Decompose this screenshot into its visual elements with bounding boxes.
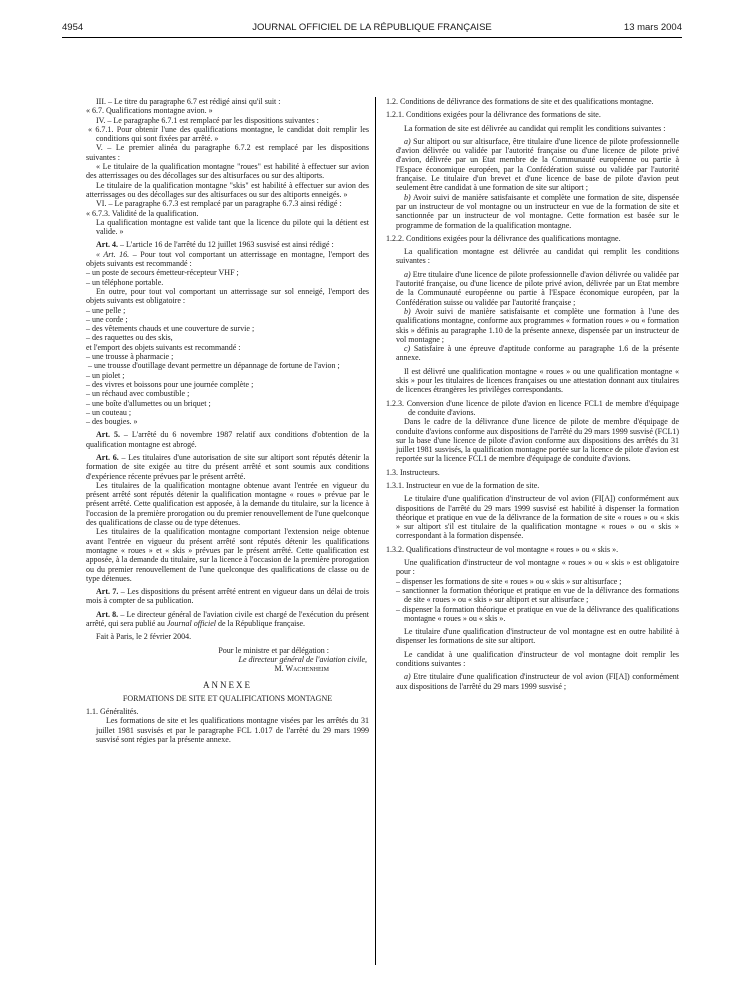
item-text: Sur altiport ou sur altisurface, être titulaire d'une licence de pilote professionnelle d'avion délivrée ou validée par l'autorité française ou d'une licence de pilote privé d'avion, délivrée par un Etat membre de la Communauté européenne ou partie à l'Espace économique européen, par la Confédération suisse ou validée par l'autorité française. Le titulaire d'un brevet et d'une licence de base de pilote d'avion peut seulement être candidat à une formation de site sur altiport ; <box>396 136 679 193</box>
article-8 <box>86 610 369 629</box>
paragraph: La formation de site est délivrée au candidat qui remplit les conditions suivantes : <box>404 123 666 133</box>
article-label: Art. 5. <box>96 430 120 440</box>
section-heading: 1.2. Conditions de délivrance des formations de site et des qualifications montagne. <box>386 97 654 106</box>
page-number: 4954 <box>62 22 84 33</box>
list-item: – un réchaud avec combustible ; <box>86 389 190 399</box>
article-label: Art. 8. <box>96 609 119 619</box>
paragraph: En outre, pour tout vol comportant un atterrissage sur sol enneigé, l'emport des objets suivants est obligatoire : <box>86 286 369 306</box>
column-divider <box>375 97 376 965</box>
publication-date: 13 mars 2004 <box>623 22 682 33</box>
section-heading: 1.1. Généralités. <box>86 707 139 717</box>
list-item <box>386 270 679 307</box>
item-label: a) <box>404 269 411 279</box>
item-text: Etre titulaire d'une qualification d'instructeur de vol avion (FI[A]) conformément aux dispositions de l'arrêté du 29 mars 1999 susvisé ; <box>396 672 679 691</box>
list-item: – des vivres et boissons pour une journée complète ; <box>86 379 254 389</box>
article-4 <box>86 240 369 249</box>
article-16 <box>86 250 369 269</box>
list-item: – une trousse d'outillage devant permettre un dépannage de fortune de l'avion ; <box>88 361 340 371</box>
signature-line: Pour le ministre et par délégation : <box>218 645 329 655</box>
place-date: Fait à Paris, le 2 février 2004. <box>96 632 192 642</box>
list-item: – une trousse à pharmacie ; <box>86 352 174 362</box>
paragraph: Les formations de site et les qualifications montagne visées par les arrêtés du 31 juillet 1981 susvisés et par le paragraphe FCL 1.017 de l'arrêté du 29 mars 1999 susvisé sont régies par la présente annexe. <box>96 716 369 744</box>
article-label: Art. 4. <box>96 240 118 250</box>
item-label: a) <box>404 136 411 146</box>
list-item <box>386 307 679 344</box>
section-heading: 1.2.1. Conditions exigées pour la délivrance des formations de site. <box>386 110 601 120</box>
paragraph: VI. – Le paragraphe 6.7.3 est remplacé par un paragraphe 6.7.3 ainsi rédigé : <box>96 199 342 209</box>
list-item: – des vêtements chauds et une couverture de survie ; <box>86 324 255 334</box>
list-item: – des bougies. » <box>86 417 138 427</box>
item-label: b) <box>404 192 411 202</box>
header-rule <box>62 37 682 38</box>
article-label: « Art. 16. <box>96 249 130 259</box>
list-item: – dispenser les formations de site « roues » ou « skis » sur altisurface ; <box>396 576 622 586</box>
item-text: Avoir suivi de manière satisfaisante et complète une formation à l'une des qualifications montagne, conforme aux programmes « formation roues » ou « formation skis » définis au paragraphe 1.10 de la présente annexe, dispensée par un instructeur de vol montagne ; <box>396 306 679 344</box>
journal-name: Journal officiel <box>166 619 216 629</box>
paragraph: Le titulaire d'une qualification d'instructeur de vol avion (FI[A]) conformément aux dispositions de l'arrêté du 29 mars 1999 susvisé est habilité à dispenser la formation théorique et pratique en vue de la délivrance de la formation de site « roues » ou « skis » sur altiport s'il est titulaire de la qualification montagne « roues » ou « skis » correspondant à la formation dispensée. <box>396 494 679 541</box>
article-6 <box>86 453 369 481</box>
item-label: b) <box>404 306 411 316</box>
paragraph: Les titulaires de la qualification montagne comportant l'extension neige obtenue avant l'entrée en vigueur du présent arrêté sont réputés détenir les qualifications montagne « roues » et « skis » prévues par le présent arrêté. Cette qualification est apposée, à la demande du titulaire, sur la licence à l'occasion de la première prorogation ou du premier renouvellement de l'une quelconque des qualifications de classe ou de type détenues. <box>86 527 369 583</box>
article-text: – Le directeur général de l'aviation civile est chargé de l'exécution du présent arrêté, qui sera publié au <box>86 609 369 629</box>
article-7 <box>86 587 369 606</box>
paragraph: Les titulaires de la qualification montagne obtenue avant l'entrée en vigueur du présent arrêté sont réputés détenir la qualification montagne « roues » prévue par le présent arrêté. Cette qualification est apposée, à la demande du titulaire, sur la licence à l'occasion de la première prorogation ou du premier renouvellement de l'une quelconque des qualifications de classe ou de type détenues. <box>86 480 369 528</box>
list-item <box>386 344 679 363</box>
paragraph: Le titulaire de la qualification montagne "skis" est habilité à effectuer sur avion des atterrissages ou des décollages sur des altisurfaces ou sur des altiports enneigés. » <box>86 180 369 199</box>
list-item: – une corde ; <box>86 314 128 324</box>
list-item <box>386 193 679 230</box>
article-5 <box>86 430 369 449</box>
signature-name: M. Wachenheim <box>274 664 329 674</box>
list-item: – dispenser la formation théorique et pratique en vue de la délivrance des qualifications montagne « roues » ou « skis ». <box>396 604 679 623</box>
paragraph: Une qualification d'instructeur de vol montagne « roues » ou « skis » est obligatoire pour : <box>396 558 679 577</box>
article-text: – L'article 16 de l'arrêté du 12 juillet 1963 susvisé est ainsi rédigé : <box>118 240 334 250</box>
paragraph: III. – Le titre du paragraphe 6.7 est rédigé ainsi qu'il suit : <box>96 97 281 106</box>
section-heading: 1.3.2. Qualifications d'instructeur de vol montagne « roues » ou « skis ». <box>386 544 619 554</box>
item-label: a) <box>404 672 411 682</box>
section-heading: 1.3. Instructeurs. <box>386 467 440 477</box>
article-label: Art. 7. <box>96 587 119 597</box>
paragraph: Le titulaire d'une qualification d'instructeur de vol montagne est en outre habilité à dispenser les formations de site sur altiport. <box>396 627 679 646</box>
article-text: de la République française. <box>215 619 306 629</box>
signature-title: Le directeur général de l'aviation civile, <box>238 654 367 664</box>
article-text: – Pour tout vol comportant un atterrissage en montagne, l'emport des objets suivants est recommandé : <box>86 249 369 269</box>
paragraph: V. – Le premier alinéa du paragraphe 6.7.2 est remplacé par les dispositions suivantes : <box>86 143 369 162</box>
paragraph: Le candidat à une qualification d'instructeur de vol montagne doit remplir les conditions suivantes : <box>396 649 679 669</box>
left-column <box>86 97 369 744</box>
section-heading: 1.3.1. Instructeur en vue de la formation de site. <box>386 480 540 490</box>
annex-title: FORMATIONS DE SITE ET QUALIFICATIONS MONTAGNE <box>122 693 333 703</box>
item-label: c) <box>404 344 411 354</box>
paragraph: « 6.7.3. Validité de la qualification. <box>86 208 199 218</box>
list-item: – un piolet ; <box>86 370 125 380</box>
list-item: – un poste de secours émetteur-récepteur VHF ; <box>86 268 239 278</box>
paragraph: « 6.7.1. Pour obtenir l'une des qualifications montagne, le candidat doit remplir les conditions qui sont fixées par arrêté. » <box>88 124 369 144</box>
list-item: – une pelle ; <box>86 305 126 315</box>
article-text: – Les dispositions du présent arrêté entrent en vigueur dans un délai de trois mois à compter de sa publication. <box>86 587 369 606</box>
article-text: – L'arrêté du 6 novembre 1987 relatif aux conditions d'obtention de la qualification montagne est abrogé. <box>86 430 370 449</box>
list-item <box>386 672 679 691</box>
paragraph: Dans le cadre de la délivrance d'une licence de pilote de membre d'équipage de conduite d'avions conforme aux dispositions de l'arrêté du 29 mars 1999 susvisé (FCL1) sur la base d'une licence de pilote d'avion conforme aux dispositions des arrêtés du 31 juillet 1981 susvisés, la qualification montagne portée sur la licence de pilote d'avion est reportée sur la licence FCL1 de membre d'équipage de conduite d'avions. <box>396 417 679 464</box>
paragraph: « 6.7. Qualifications montagne avion. » <box>86 106 213 116</box>
item-text: Etre titulaire d'une licence de pilote professionnelle d'avion délivrée ou validée par l'autorité française, ou d'une licence de pilote privé avion, délivrée par un Etat membre de la Communauté européenne ou partie à l'Espace économique européen, par la Confédération suisse ou validée par l'autorité française ; <box>396 269 679 307</box>
item-text: Avoir suivi de manière satisfaisante et complète une formation de site, dispensée par un instructeur de vol montagne ou un instructeur en vue de la formation de site et sanctionnée par un instructeur de vol montagne. Cette formation est basée sur le programme de formation de la qualification montagne. <box>396 192 679 230</box>
paragraph: « Le titulaire de la qualification montagne "roues" est habilité à effectuer sur avion des atterrissages ou des décollages sur des altisurfaces ou sur des altiports. <box>86 162 369 181</box>
list-item <box>386 137 679 193</box>
page-header <box>62 22 682 36</box>
list-item: – un couteau ; <box>86 407 132 417</box>
right-column <box>386 97 679 691</box>
item-text: Satisfaire à une épreuve d'aptitude conforme au paragraphe 1.6 de la présente annexe. <box>396 344 679 363</box>
article-text: – Les titulaires d'une autorisation de site sur altiport sont réputés détenir la formation de site exigée au titre du présent arrêté et sont soumis aux conditions d'expérience récente prévues par le présent arrêté. <box>86 452 369 481</box>
paragraph: et l'emport des objets suivants est recommandé : <box>86 342 241 352</box>
paragraph: Il est délivré une qualification montagne « roues » ou une qualification montagne « skis » pour les titulaires de licences françaises ou une attestation donnant aux titulaires de licences étrangères les privilèges correspondants. <box>396 366 679 395</box>
paragraph: La qualification montagne est valide tant que la licence du pilote qui la détient est valide. » <box>96 217 369 237</box>
journal-title: JOURNAL OFFICIEL DE LA RÉPUBLIQUE FRANÇAISE <box>252 22 492 33</box>
section-heading: 1.2.3. Conversion d'une licence de pilote d'avion en licence FCL1 de membre d'équipage de conduite d'avions. <box>386 398 679 417</box>
section-heading: 1.2.2. Conditions exigées pour la délivrance des qualifications montagne. <box>386 233 621 243</box>
annex-heading: ANNEXE <box>203 679 252 690</box>
paragraph: IV. – Le paragraphe 6.7.1 est remplacé par les dispositions suivantes : <box>96 115 319 125</box>
list-item: – des raquettes ou des skis, <box>86 333 173 343</box>
list-item: – sanctionner la formation théorique et pratique en vue de la délivrance des formations de site « roues » ou « skis » sur altiport et sur altisurface ; <box>396 585 679 605</box>
article-label: Art. 6. <box>96 452 119 462</box>
paragraph: La qualification montagne est délivrée au candidat qui remplit les conditions suivantes : <box>396 247 679 266</box>
list-item: – une boîte d'allumettes ou un briquet ; <box>86 398 211 408</box>
list-item: – un téléphone portable. <box>86 277 164 287</box>
